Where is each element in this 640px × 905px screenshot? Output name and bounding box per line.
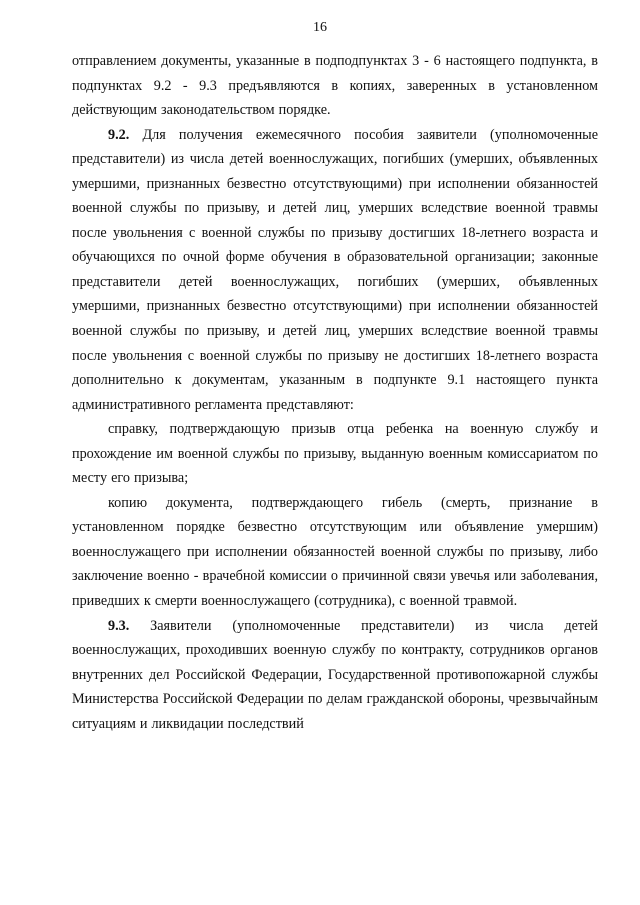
paragraph-9-3 bbox=[72, 614, 598, 737]
page-number: 16 bbox=[313, 20, 327, 35]
paragraph-certificate bbox=[72, 417, 598, 491]
paragraph-text: отправлением документы, указанные в подподпунктах 3 - 6 настоящего подпункта, в подпунктах 9.2 - 9.3 предъявляются в копиях, заверенных в установленном действующим законодательством порядке. bbox=[72, 53, 598, 119]
paragraph-text: Для получения ежемесячного пособия заявители (уполномоченные представители) из числа детей военнослужащих, погибших (умерших, объявленных умершими, признанных безвестно отсутствующими) при исполнении обязанностей военной службы по призыву, и детей лиц, умерших вследствие военной травмы после увольнения с военной службы по призыву достигших 18-летнего возраста и обучающихся по очной форме обучения в образовательной организации; законные представители детей военнослужащих, погибших (умерших, объявленных умершими, признанных безвестно отсутствующими) при исполнении обязанностей военной службы по призыву, и детей лиц, умерших вследствие военной травмы после увольнения с военной службы по призыву не достигших 18-летнего возраста дополнительно к документам, указанным в подпункте 9.1 настоящего пункта административного регламента представляют: bbox=[72, 126, 599, 413]
paragraph-continuation bbox=[72, 49, 598, 123]
paragraph-death-document bbox=[72, 491, 598, 614]
paragraph-text: Заявители (уполномоченные представители) из числа детей военнослужащих, проходивших военную службу по контракту, сотрудников органов внутренних дел Российской Федерации, Государственной противопожарной службы Министерства Российской Федерации по делам гражданской обороны, чрезвычайным ситуациям и ликвидации последствий bbox=[72, 617, 599, 732]
paragraph-number: 9.2. bbox=[108, 126, 130, 143]
document-body bbox=[72, 49, 598, 736]
paragraph-text: справку, подтверждающую призыв отца ребенка на военную службу и прохождение им военной службы по призыву, выданную военным комиссариатом по месту его призыва; bbox=[72, 421, 598, 487]
paragraph-9-2 bbox=[72, 123, 598, 418]
paragraph-number: 9.3. bbox=[108, 617, 130, 634]
paragraph-text: копию документа, подтверждающего гибель (смерть, признание в установленном порядке безвестно отсутствующим или объявление умершим) военнослужащего при исполнении обязанностей военной службы по призыву, либо заключение военно - врачебной комиссии о причинной связи увечья или заболевания, приведших к смерти военнослужащего (сотрудника), с военной травмой. bbox=[72, 494, 598, 610]
